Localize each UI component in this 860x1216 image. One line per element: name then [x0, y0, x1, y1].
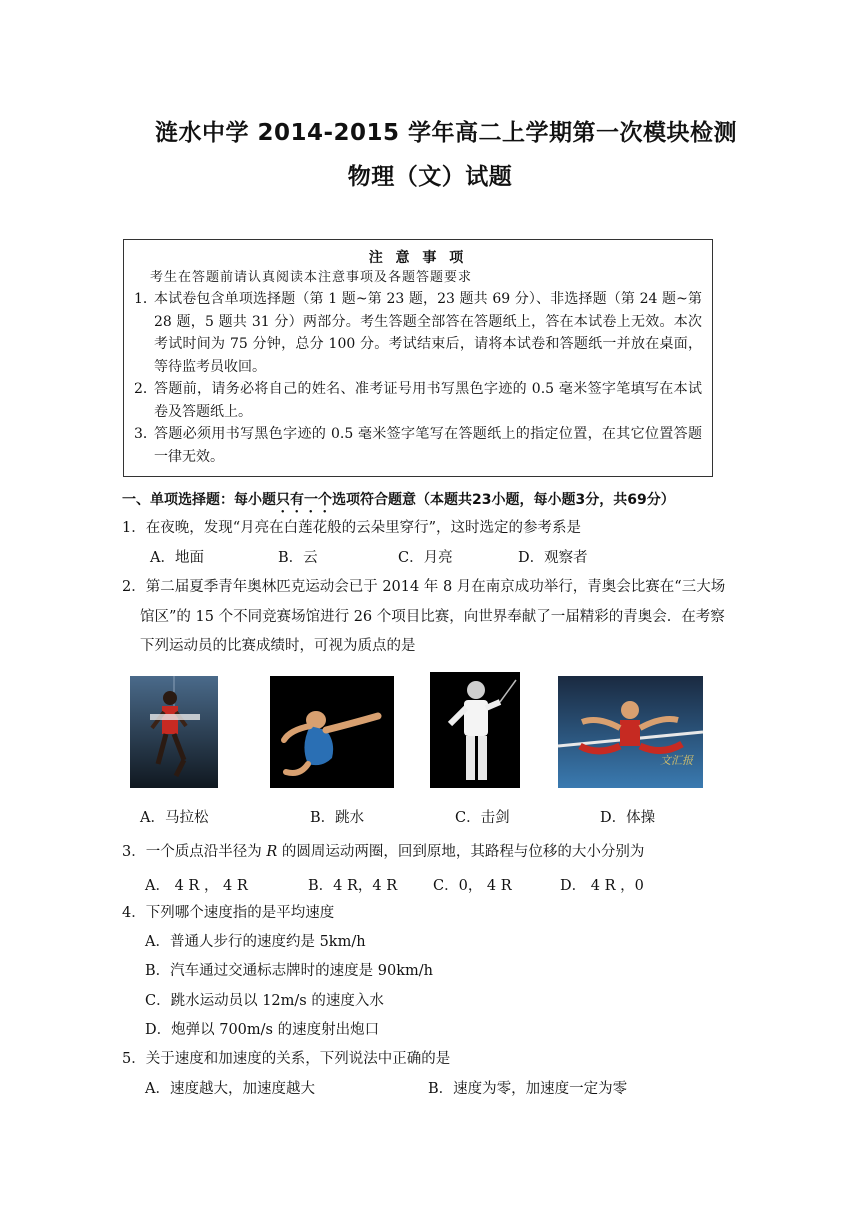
question-5-option-b: B．速度为零，加速度一定为零	[428, 1081, 628, 1097]
notice-item-number: 3．	[134, 426, 157, 442]
notice-item	[134, 423, 702, 468]
notice-box	[123, 239, 713, 477]
gymnastics-photo	[558, 676, 703, 788]
marathon-photo	[130, 676, 218, 788]
notice-item-text: 答题必须用书写黑色字迹的 0.5 毫米签字笔写在答题纸上的指定位置，在其它位置答题一律无效。	[154, 426, 702, 465]
notice-item-text: 答题前，请务必将自己的姓名、准考证号用书写黑色字迹的 0.5 毫米签字笔填写在本试卷及答题纸上。	[154, 381, 702, 420]
radius-variable: R	[266, 844, 278, 860]
question-2-stem: 2．第二届夏季青年奥林匹克运动会已于 2014 年 8 月在南京成功举行，青奥会比赛在“三大场	[122, 579, 726, 595]
fencing-photo	[430, 672, 520, 788]
question-4-stem: 4．下列哪个速度指的是平均速度	[122, 905, 335, 921]
notice-item-text: 本试卷包含单项选择题（第 1 题~第 23 题，23 题共 69 分）、非选择题（第 24 题~第 28 题，5 题共 31 分）两部分。考生答题全部答在答题纸上，答在本试卷上无效。本次考试时间为 75 分钟，总分 100 分。考试结束后，请将本试卷和答题纸一并放在桌面，等待监考员收回。	[154, 291, 702, 375]
page-title: 涟水中学 2014-2015 学年高二上学期第一次模块检测	[154, 120, 738, 146]
question-4-option-a: A．普通人步行的速度约是 5km/h	[145, 934, 366, 950]
section-heading-suffix: 选项符合题意（本题共23小题，每小题3分，共69分）	[332, 492, 675, 508]
notice-item-number: 2．	[134, 381, 157, 397]
page-subtitle: 物理（文）试题	[347, 164, 513, 190]
section-heading-emphasis: 只有一个	[276, 492, 332, 508]
question-5-option-a: A．速度越大，加速度越大	[145, 1081, 315, 1097]
question-1-option-b: B．云	[278, 550, 318, 566]
notice-item-number: 1．	[134, 291, 157, 307]
question-3-stem: 3．一个质点沿半径为 R 的圆周运动两圈，回到原地，其路程与位移的大小分别为	[122, 844, 645, 860]
question-2-option-c: C．击剑	[455, 810, 510, 826]
question-2-option-d: D．体操	[600, 810, 656, 826]
question-2-stem: 下列运动员的比赛成绩时，可视为质点的是	[140, 638, 416, 654]
section-heading	[122, 489, 675, 516]
question-3-option-d: D． 4 R ，0	[560, 878, 644, 894]
diving-photo	[270, 676, 394, 788]
question-3-option-a: A． 4 R ， 4 R	[145, 878, 248, 894]
question-2-option-a: A．马拉松	[140, 810, 209, 826]
question-2-stem: 馆区”的 15 个不同竞赛场馆进行 26 个项目比赛，向世界奉献了一届精彩的青奥会．在考察	[140, 609, 725, 625]
notice-item	[134, 378, 702, 423]
question-1-option-c: C．月亮	[398, 550, 453, 566]
question-1-stem: 1．在夜晚，发现“月亮在白莲花般的云朵里穿行”，这时选定的参考系是	[122, 520, 582, 536]
notice-heading: 注 意 事 项	[368, 250, 468, 266]
notice-subheading: 考生在答题前请认真阅读本注意事项及各题答题要求	[150, 270, 473, 285]
question-5-stem: 5．关于速度和加速度的关系，下列说法中正确的是	[122, 1051, 451, 1067]
question-1-option-d: D．观察者	[518, 550, 588, 566]
notice-item	[134, 288, 702, 378]
question-3-option-b: B．4 R，4 R	[308, 878, 398, 894]
question-4-option-b: B．汽车通过交通标志牌时的速度是 90km/h	[145, 963, 433, 979]
question-1-option-a: A．地面	[150, 550, 204, 566]
question-2-option-b: B．跳水	[310, 810, 365, 826]
question-4-option-d: D．炮弹以 700m/s 的速度射出炮口	[145, 1022, 380, 1038]
question-4-option-c: C．跳水运动员以 12m/s 的速度入水	[145, 993, 384, 1009]
question-3-option-c: C．0， 4 R	[433, 878, 512, 894]
image-watermark: 文汇报	[660, 754, 693, 767]
section-heading-prefix: 一、单项选择题：每小题	[122, 492, 276, 508]
